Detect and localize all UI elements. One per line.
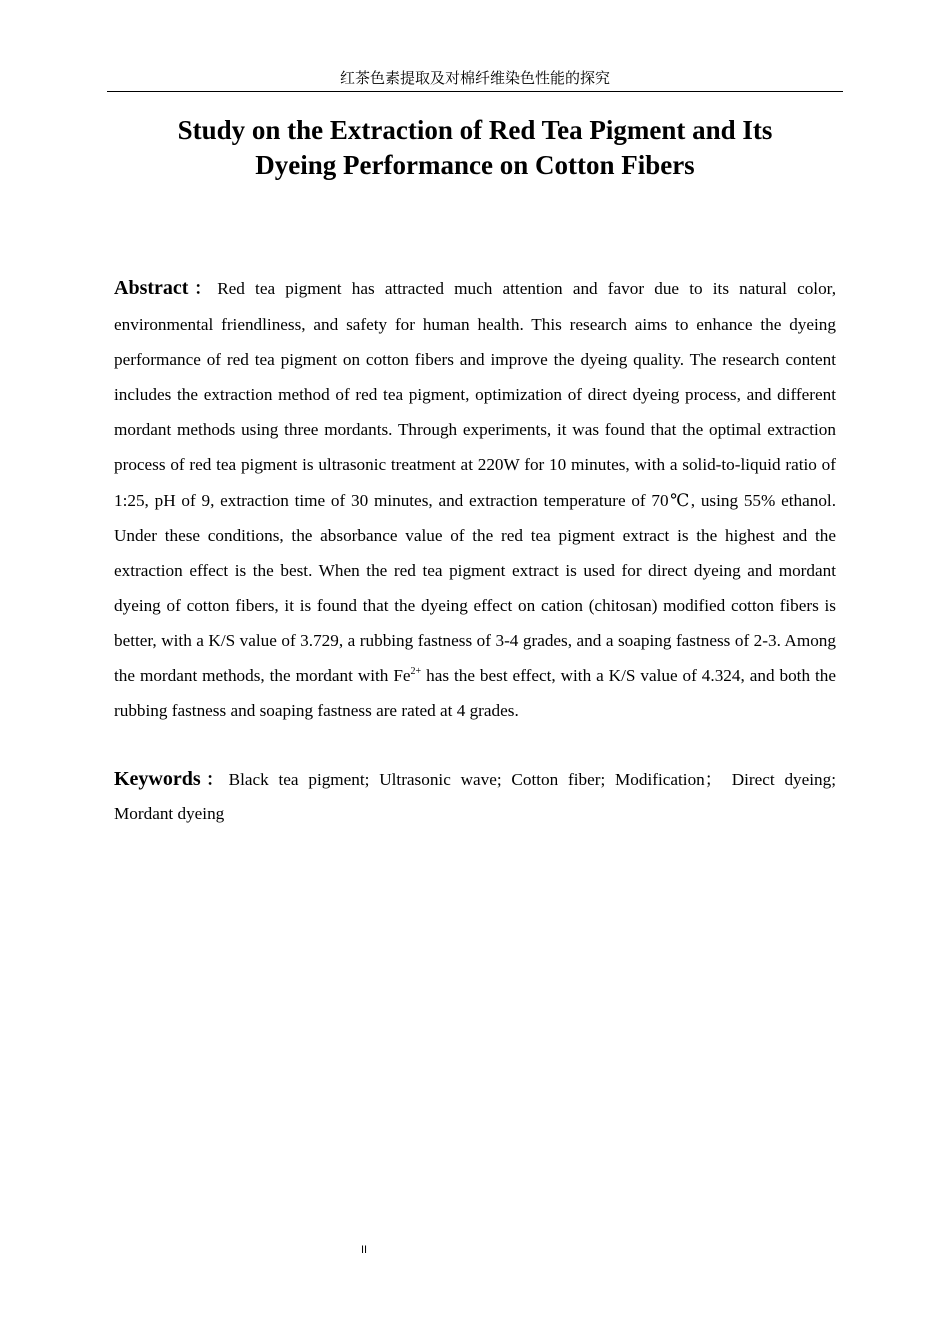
keywords-label: Keywords <box>114 768 201 790</box>
running-header-title: 红茶色素提取及对棉纤维染色性能的探究 <box>339 69 610 87</box>
keywords-paragraph <box>114 763 836 830</box>
abstract-text-part-2: has the best effect, with a K/S value of 4.324, and both the rubbing fastness and soaping fastness are rated at 4 grades. <box>114 666 836 721</box>
paper-title-line-1: Study on the Extraction of Red Tea Pigment and Its <box>177 115 773 145</box>
paper-title-line-2: Dyeing Performance on Cotton Fibers <box>255 150 695 180</box>
abstract-colon: ： <box>188 279 218 299</box>
page-number: II <box>360 1244 368 1256</box>
paper-title <box>110 113 840 183</box>
keywords-colon: ： <box>200 770 229 790</box>
keywords-text: Black tea pigment; Ultrasonic wave; Cotton fiber; Modification； Direct dyeing; Mordant dyeing <box>114 770 837 823</box>
abstract-superscript: 2+ <box>410 666 422 678</box>
running-header <box>107 68 843 92</box>
abstract-text-part-1: Red tea pigment has attracted much attention and favor due to its natural color, environmental friendliness, and safety for human health. This research aims to enhance the dyeing performance of red tea pigment on cotton fibers and improve the dyeing quality. The research content includes the extraction method of red tea pigment, optimization of direct dyeing process, and different mordant methods using three mordants. Through experiments, it was found that the optimal extraction process of red tea pigment is ultrasonic treatment at 220W for 10 minutes, with a solid-to-liquid ratio of 1:25, pH of 9, extraction time of 30 minutes, and extraction temperature of 70℃, using 55% ethanol. Under these conditions, the absorbance value of the red tea pigment extract is the highest and the extraction effect is the best. When the red tea pigment extract is used for direct dyeing and mordant dyeing of cotton fibers, it is found that the dyeing effect on cation (chitosan) modified cotton fibers is better, with a K/S value of 3.729, a rubbing fastness of 3-4 grades, and a soaping fastness of 2-3. Among the mordant methods, the mordant with Fe <box>114 279 836 686</box>
abstract-paragraph <box>114 271 836 728</box>
abstract-label: Abstract <box>114 277 189 299</box>
